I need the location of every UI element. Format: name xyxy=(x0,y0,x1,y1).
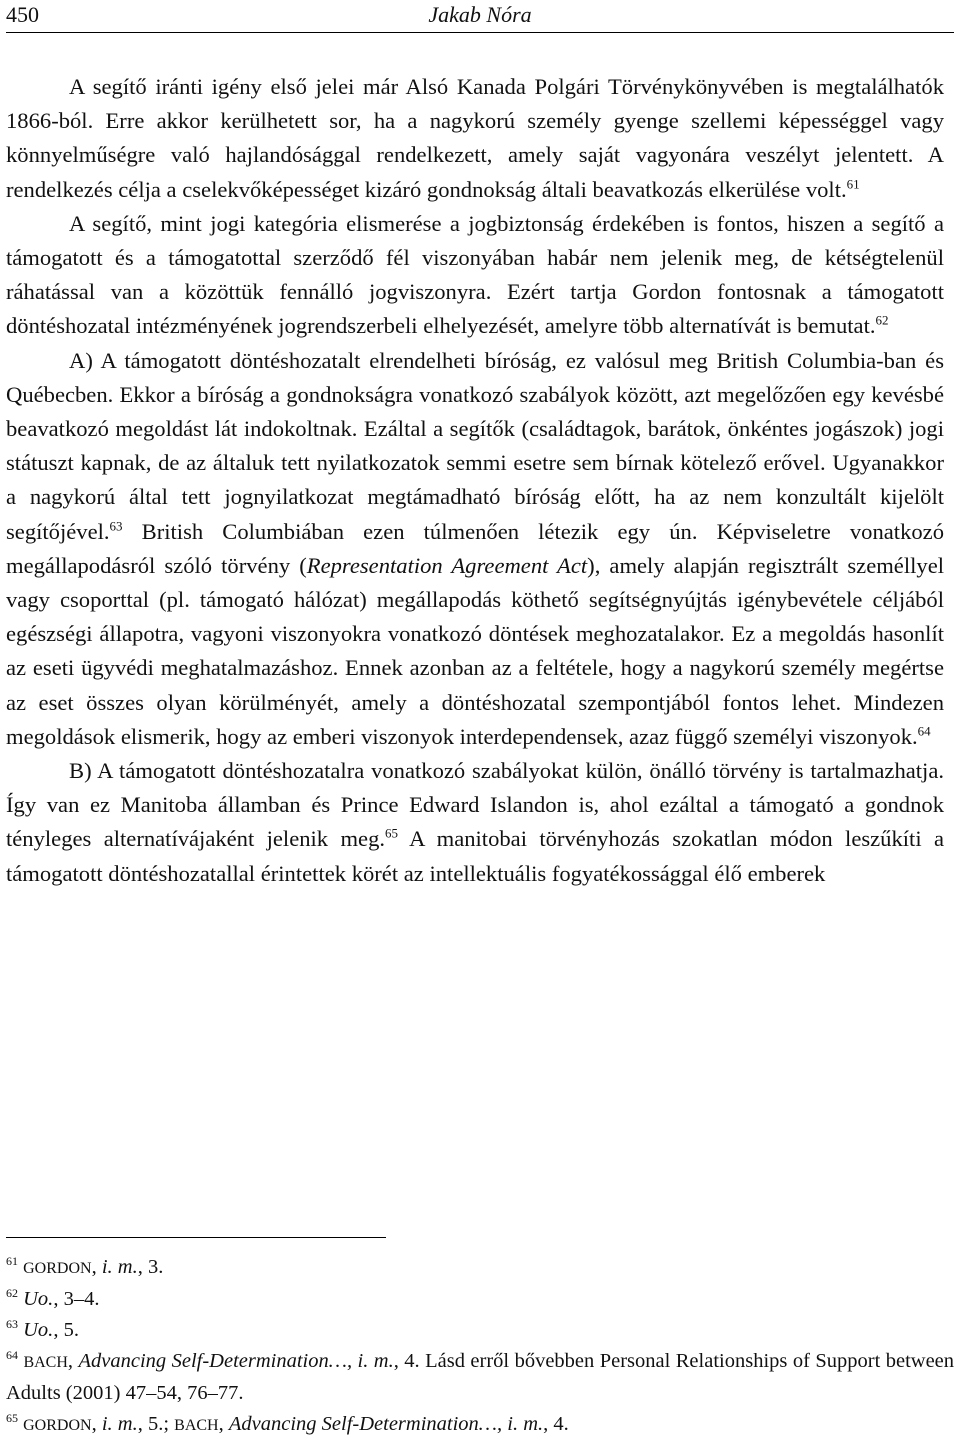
text: A segítő, mint jogi kategória elismerése a jogbiztonság érdekében is fontos, hiszen a segítő a támogatott és a támogatottal szerződő fél viszonyában habár nem jelenik meg, de kétségtelenül ráhatással van a közöttük fennálló jogviszonyra. Ezért tartja Gordon fontosnak a támogatott döntéshozatal intézményének jogrendszerbeli elhelyezését, amelyre több alternatívát is bemutat. xyxy=(6,210,944,339)
text: British Columbiában ezen túlmenően létezik egy ún. Képviseletre vonatkozó megállapodásról szóló törvény ( xyxy=(6,518,944,578)
footnote-ref-61[interactable]: 61 xyxy=(846,176,860,192)
text: A manitobai törvényhozás szokatlan módon leszűkíti a támogatott döntéshozatallal érintettek körét az intellektuális fogyatékossággal élő emberek xyxy=(6,826,945,886)
text: , 4. Lásd erről bővebben Personal Relationships of Support between Adults (2001) 47–54, 76–77. xyxy=(6,1350,955,1404)
text: B) A támogatott döntéshozatalra vonatkozó szabályokat külön, önálló törvény is tartalmazhatja. Így van ez Manitoba államban és Prince Edward Islandon is, ahol ezáltal a támogató a gondnok tényleges alternatívájaként jelenik meg. xyxy=(6,758,944,852)
footnote-ref-64[interactable]: 64 xyxy=(917,723,931,739)
text: ), amely alapján regisztrált személlyel vagy csoporttal (pl. támogató hálózat) megállapodás köthető segítségnyújtás igénybevétele céljából egészségi állapotra, vagyoni viszonyokra vonatkozó döntések meghozatalakor. Ez a megoldás hasonlít az eseti ügyvédi meghatalmazáshoz. Ennek azonban az a feltétele, hogy a nagykorú személy megértse az eset összes olyan körülményét, amely a döntéshozatal szempontjából fontos lehet. Mindezen megoldások elismerik, hogy az emberi viszonyok interdependensek, azaz függő személyi viszonyok. xyxy=(6,552,944,749)
citation-italic: i. m. xyxy=(101,1413,138,1435)
footnote-ref-63[interactable]: 63 xyxy=(109,518,123,534)
act-title: Representation Agreement Act xyxy=(306,552,588,578)
author-name: GORDON xyxy=(23,1417,92,1434)
text: , xyxy=(218,1413,229,1435)
footnote-63 xyxy=(6,1315,954,1346)
footnote-number: 65 xyxy=(6,1411,18,1426)
footnote-number: 63 xyxy=(6,1317,18,1332)
citation-italic: Uo. xyxy=(23,1319,54,1341)
footnote-number: 62 xyxy=(6,1286,18,1301)
footnote-61 xyxy=(6,1252,954,1284)
text: , 5. xyxy=(53,1319,79,1341)
text: , 4. xyxy=(543,1413,569,1435)
footnotes xyxy=(6,1252,954,1441)
page-number: 450 xyxy=(6,2,39,27)
running-head-author: Jakab Nóra xyxy=(428,2,532,27)
footnote-ref-62[interactable]: 62 xyxy=(875,312,889,328)
author-name: BACH xyxy=(23,1354,68,1371)
footnote-number: 64 xyxy=(6,1348,18,1363)
text: , xyxy=(91,1256,102,1278)
text: , xyxy=(67,1350,79,1372)
footnote-separator xyxy=(6,1237,386,1238)
text: , 3–4. xyxy=(53,1288,100,1310)
paragraph-2 xyxy=(6,207,944,344)
citation-italic: i. m. xyxy=(101,1256,138,1278)
paragraph-4 xyxy=(6,754,944,891)
text: A) A támogatott döntéshozatalt elrendelheti bíróság, ez valósul meg British Columbia-ban és Québecben. Ekkor a bíróság a gondnokságra vonatkozó szabályok között, azt megelőzően egy kevésbé beavatkozó megoldást lát indokoltnak. Ezáltal a segítők (családtagok, barátok, önkéntes jogászok) jogi státuszt kapnak, de az általuk tett nyilatkozatok semmi esetre sem bírnak kötelező erővel. Ugyanakkor a nagykorú által tett jognyilatkozat megtámadható bíróság előtt, ha az nem konzultált kijelölt segítőjével. xyxy=(6,347,944,544)
author-name: GORDON xyxy=(23,1260,92,1277)
footnote-number: 61 xyxy=(6,1254,18,1269)
text: , 3. xyxy=(137,1256,164,1278)
page-header xyxy=(6,0,954,33)
footnote-62 xyxy=(6,1284,954,1315)
paragraph-1 xyxy=(6,70,944,207)
author-name: BACH xyxy=(174,1417,219,1434)
footnote-ref-65[interactable]: 65 xyxy=(385,825,399,841)
text: , xyxy=(91,1413,102,1435)
footnote-64 xyxy=(6,1346,954,1409)
footnote-65 xyxy=(6,1409,954,1441)
text: A segítő iránti igény első jelei már Alsó Kanada Polgári Törvénykönyvében is megtalálhatók 1866-ból. Erre akkor kerülhetett sor, ha a nagykorú személy gyenge szellemi képességgel vagy könnyelműségre való hajlandósággal rendelkezett, amely saját vagyonára veszélyt jelentett. A rendelkezés célja a cselekvőképességet kizáró gondnokság általi beavatkozás elkerülése volt. xyxy=(6,74,944,202)
paragraph-3 xyxy=(6,344,944,754)
citation-italic: Advancing Self-Determination…, i. m. xyxy=(228,1413,544,1435)
body-text xyxy=(6,70,944,891)
text: , 5.; xyxy=(137,1413,175,1435)
citation-italic: Advancing Self-Determination…, i. m. xyxy=(78,1350,394,1372)
citation-italic: Uo. xyxy=(23,1288,54,1310)
